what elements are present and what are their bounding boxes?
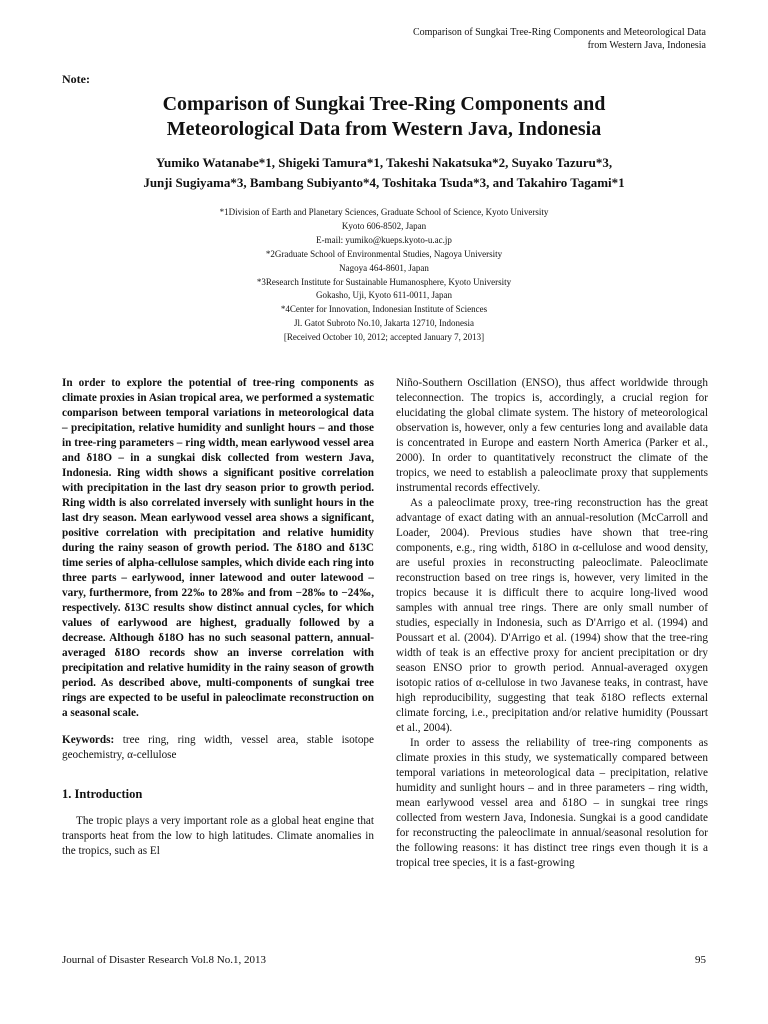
affiliations [60,206,708,345]
author-email: E-mail: yumiko@kueps.kyoto-u.ac.jp [316,234,452,245]
affiliation-line: *1Division of Earth and Planetary Sciences, Graduate School of Science, Kyoto University [219,207,549,217]
paper-title [60,92,708,142]
author-list [60,153,708,193]
keywords-label: Keywords: [62,734,115,746]
abstract: In order to explore the potential of tree-ring components as climate proxies in Asian tropical area, we performed a systematic comparison between temporal variations in meteorological data – precipitation, relative humidity and sunlight hours – and those in tree-ring parameters – ring width, mean earlywood vessel area and δ18O – in a sungkai disk collected from western Java, Indonesia. Ring width shows a significant positive correlation with precipitation in the last dry season prior to growth period. Ring width is also correlated inversely with sunlight hours in the last dry season. Mean earlywood vessel area shows a significant, positive correlation with precipitation and relative humidity during the rainy season of growth period. The δ18O and δ13C time series of alpha-cellulose samples, which divide each ring into three parts – earlywood, inner latewood and outer latewood – vary, furthermore, from 22‰ to 28‰ and from −28‰ to −24‰, respectively. δ13C results show distinct annual cycles, for which values of earlywood are highest, gradually followed by a decrease. Although δ18O has no such seasonal pattern, annual-averaged δ18O records show an inverse correlation with precipitation and relative humidity in the rainy season of growth period. As described above, multi-components of sungkai tree rings are expected to be useful in paleoclimate reconstruction on a seasonal scale. [62,377,374,719]
note-label: Note: [62,72,90,86]
intro-paragraph: The tropic plays a very important role as a global heat engine that transports heat from the low to high latitudes. Climate anomalies in the tropics, such as El [62,815,374,857]
received-dates: [Received October 10, 2012; accepted January 7, 2013] [283,332,485,343]
affiliation-line: *2Graduate School of Environmental Studies, Nagoya University [265,248,503,259]
affiliation-line: Nagoya 464-8601, Japan [339,262,429,273]
affiliation-line: Jl. Gatot Subroto No.10, Jakarta 12710, Indonesia [294,318,474,329]
intro-paragraph: As a paleoclimate proxy, tree-ring reconstruction has the great advantage of exact dating with an annual-resolution (McCarroll and Loader, 2004). Previous studies have shown that tree-ring components, e.g., ring width, δ18O in α-cellulose and wood density, are useful proxies in reconstructing paleoclimate. Paleoclimate reconstruction based on tree rings is, however, very limited in the tropics because it is difficult there to acquire long-lived wood samples with annual tree rings. There are only small number of studies, especially in Indonesia, such as D'Arrigo et al. (1994) and Poussart et al. (2004). D'Arrigo et al. (1994) show that the tree-ring width of teak is an effective proxy for ancient precipitation or dry season ENSO prior to growth period. Annual-averaged oxygen isotopic ratios of α-cellulose in two Javanese teaks, in contrast, have high reproducibility, suggesting that teak δ18O reflects external climate forcing, i.e., precipitation and/or relative humidity (Poussart et al., 2004). [396,497,708,734]
keywords-text: tree ring, ring width, vessel area, stable isotope geochemistry, α-cellulose [62,734,374,761]
keywords [62,733,374,763]
intro-paragraph-continued: Niño-Southern Oscillation (ENSO), thus affect worldwide through teleconnection. The tropics is, accordingly, a crucial region for elucidating the global climate system. The history of meteorological observation is, however, only a few centuries long and available data is concentrated in Europe and eastern North America (Parker et al., 2000). In order to quantitatively reconstruct the climate of the tropics, we need to establish a paleoclimate proxy that supplements instrumental records effectively. [396,377,708,494]
affiliation-line: *4Center for Innovation, Indonesian Institute of Sciences [280,304,488,315]
page-number: 95 [695,954,706,966]
author-line: Junji Sugiyama*3, Bambang Subiyanto*4, Toshitaka Tsuda*3, and Takahiro Tagami*1 [143,175,625,190]
footer-journal-info: Journal of Disaster Research Vol.8 No.1, 2013 [62,954,266,966]
left-column [62,376,374,859]
running-header-line: Comparison of Sungkai Tree-Ring Components and Meteorological Data [412,27,706,38]
affiliation-line: Gokasho, Uji, Kyoto 611-0011, Japan [315,290,453,301]
author-line: Yumiko Watanabe*1, Shigeki Tamura*1, Takeshi Nakatsuka*2, Suyako Tazuru*3, [155,155,613,170]
affiliation-line: Kyoto 606-8502, Japan [341,220,427,231]
section-heading-introduction: 1. Introduction [62,787,143,801]
running-header-line: from Western Java, Indonesia [587,40,706,51]
affiliation-line: *3Research Institute for Sustainable Humanosphere, Kyoto University [256,276,512,287]
running-header [286,26,706,52]
intro-paragraph: In order to assess the reliability of tree-ring components as climate proxies in this study, we systematically compared between temporal variations in meteorological data – precipitation, relative humidity and sunlight hours – and in three parameters – ring width, mean earlywood vessel area and δ18O – in sungkai tree rings collected from western Java, Indonesia. Sungkai is a good candidate for reconstructing the paleoclimate in annual/seasonal resolution for the following reasons: it has distinct tree rings even though it is a tropical tree species, it is a fast-growing [396,737,708,869]
title-line: Meteorological Data from Western Java, Indonesia [166,118,602,140]
title-line: Comparison of Sungkai Tree-Ring Components and [162,93,606,115]
right-column [396,376,708,871]
